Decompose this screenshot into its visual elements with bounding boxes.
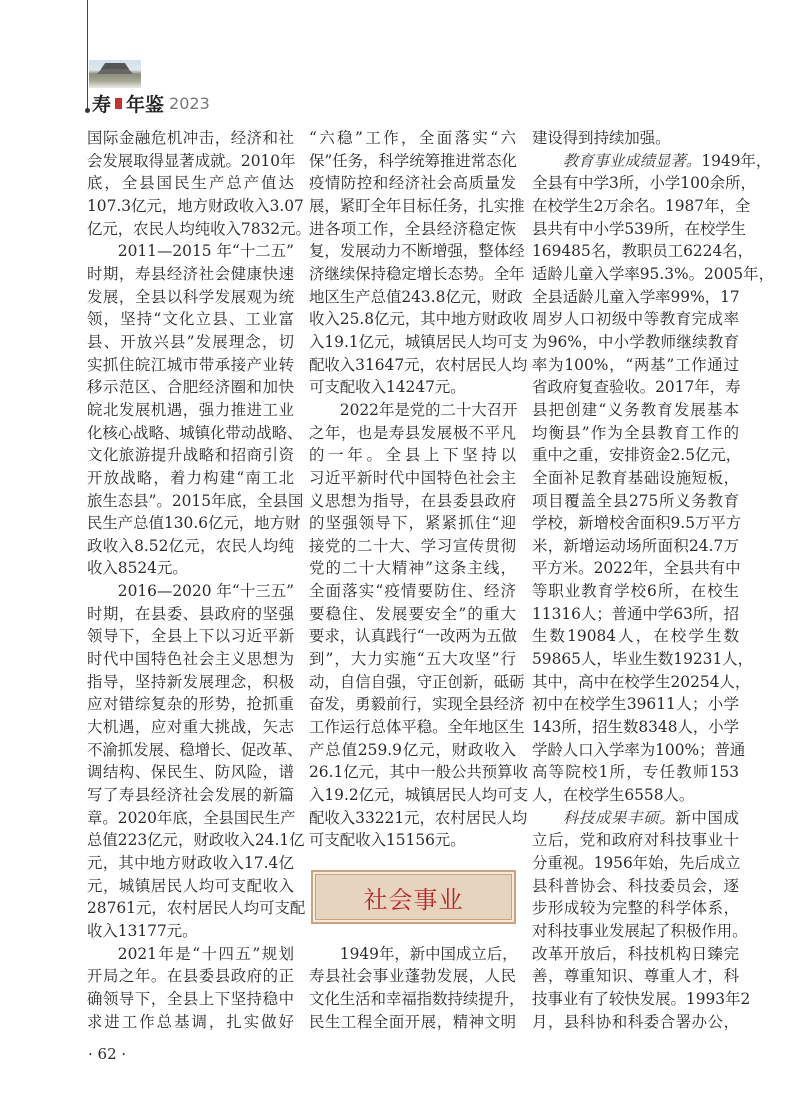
text-line: 全县有中学3所，小学100余所， (532, 174, 756, 193)
text-line: 收入25.8亿元，其中地方财政收 (309, 310, 528, 329)
text-line: 28761元，农村居民人均可支配 (87, 899, 306, 918)
brand-year: 2023 (169, 94, 210, 113)
text-line: 善，尊重知识、尊重人才，科 (532, 967, 739, 986)
text-line: 指导，坚持新发展理念，积极 (87, 672, 294, 691)
text-line: 立后，党和政府对科技事业十 (532, 831, 739, 850)
text-line: 文化生活和幸福指数持续提升， (309, 990, 525, 1008)
text-line: 学校，新增校舍面积9.5万平方 (532, 514, 742, 533)
text-line: 领，坚持“文化立县、工业富 (87, 310, 294, 329)
text-line: 169485名，教职员工6224名， (532, 242, 754, 261)
text-line: 时期，寿县经济社会健康快速 (87, 264, 294, 283)
text-line: 其中，高中在校学生20254人， (532, 672, 751, 691)
text-line: 配收入33221元，农村居民人均 (309, 808, 528, 827)
text-line: 济继续保持稳定增长态势。全年 (309, 264, 525, 283)
text-line: 工作运行总体平稳。全年地区生 (309, 718, 525, 737)
paragraph (532, 807, 751, 1034)
text-line: 调结构、保民生、防风险，谱 (87, 763, 294, 782)
section-title: 社会事业 (363, 885, 464, 914)
brand-suffix: 年鉴 (126, 94, 165, 116)
text-line: 动，自信自强，守正创新，砥砺 (309, 672, 525, 691)
text-line: 米，新增运动场所面积24.7万 (532, 536, 739, 555)
text-line: 的坚强领导下，紧紧抓住“迎 (309, 514, 516, 533)
text-line: 国际金融危机冲击，经济和社 (87, 129, 294, 147)
text-line: 县共有中小学539所，在校学生 (532, 219, 747, 238)
text-line: 会发展取得显著成就。2010年 (87, 151, 296, 170)
text-line: 月，县科协和科委合署办公， (532, 1012, 739, 1031)
text-line: 不渝抓发展、稳增长、促改革、 (87, 740, 303, 759)
paragraph (87, 240, 304, 580)
text-line: 11316人；普通中学63所，招 (532, 604, 740, 623)
red-seal-icon (115, 98, 122, 109)
text-line: 周岁人口初级中等教育完成率 (532, 310, 739, 329)
text-line: 亿元，农民人均纯收入7832元。 (87, 219, 311, 238)
column-1 (87, 127, 311, 1033)
text-line: 全面补足教育基础设施短板， (532, 468, 739, 487)
text-line: 奋发，勇毅前行，实现全县经济 (309, 695, 525, 714)
paragraph (309, 399, 528, 852)
text-line: 步形成较为完整的科学体系， (532, 899, 739, 918)
text-line: 元，城镇居民人均可支配收入 (87, 876, 294, 895)
paragraph (87, 127, 311, 240)
text-line: 大机遇，应对重大挑战，矢志 (87, 718, 294, 737)
text-line: 高等院校1所，专任教师153 (532, 763, 739, 782)
text-line: 疫情防控和经济社会高质量发 (309, 174, 516, 193)
paragraph (532, 150, 774, 807)
column-2 (309, 127, 528, 1033)
text-line: 项目覆盖全县275所义务教育 (532, 491, 739, 510)
line-text: 新中国成 (675, 808, 739, 827)
text-line: 应对错综复杂的形势，抢抓重 (87, 695, 294, 714)
text-line: 对科技事业发展起了积极作用。 (532, 921, 748, 940)
text-line: 总值223亿元，财政收入24.1亿 (87, 831, 305, 850)
text-line: 时期，在县委、县政府的坚强 (87, 604, 294, 623)
text-line: 复，发展动力不断增强，整体经 (309, 242, 525, 261)
text-line: 确领导下，全县上下坚持稳中 (87, 989, 294, 1008)
line-text: 1949年， (701, 151, 772, 170)
text-line: 人，在校学生6558人。 (532, 786, 695, 805)
paragraph (309, 943, 525, 1034)
text-line: 义思想为指导，在县委县政府 (309, 491, 516, 510)
text-line: 1949年，新中国成立后， (339, 944, 518, 963)
header-city-gate-image (89, 60, 141, 88)
text-line: 开局之年。在县委县政府的正 (87, 967, 294, 986)
yearbook-brand (92, 90, 210, 117)
text-line: 进各项工作，全县经济稳定恢 (309, 219, 516, 238)
text-line: 习近平新时代中国特色社会主 (309, 468, 516, 487)
text-line: 县把创建“义务教育发展基本 (532, 400, 739, 419)
paragraph-lead: 教育事业成绩显著。 (562, 151, 702, 170)
text-line: 全县适龄儿童入学率99%，17 (532, 287, 740, 306)
text-line: 县、开放兴县”发展理念，切 (87, 332, 294, 351)
text-line: 时代中国特色社会主义思想为 (87, 650, 294, 669)
text-line: 入19.1亿元，城镇居民人均可支 (309, 332, 528, 351)
text-line: 展，紧盯全年目标任务，扎实推 (309, 196, 525, 215)
text-line: 旅生态县”。2015年底，全县国 (87, 491, 304, 510)
text-line: “六稳”工作，全面落实“六 (309, 129, 516, 147)
text-line: 平方米。2022年，全县共有中 (532, 559, 741, 578)
text-line: 开放战略，着力构建“南工北 (87, 468, 294, 487)
text-line: 保”任务，科学统筹推进常态化 (309, 151, 517, 170)
header-rule (87, 0, 88, 110)
text-line: 技事业有了较快发展。1993年2 (532, 989, 751, 1008)
text-line: 民生工程全面开展，精神文明 (309, 1012, 516, 1031)
brand-name: 寿 (92, 94, 112, 116)
text-line: 可支配收入14247元。 (309, 378, 466, 397)
text-line: 章。2020年底，全县国民生产 (87, 808, 296, 827)
page-number: · 62 · (88, 1045, 127, 1063)
paragraph-lead: 科技成果丰硕。 (562, 808, 676, 827)
text-line: 民生产总值130.6亿元，地方财 (87, 514, 301, 533)
text-line: 2011—2015 年“十二五” (117, 242, 294, 261)
text-line: 可支配收入15156元。 (309, 831, 466, 850)
text-line: 写了寿县经济社会发展的新篇 (87, 786, 294, 805)
text-line: 收入13177元。 (87, 921, 198, 940)
text-line: 要求，认真践行“一改两为五做 (309, 627, 517, 646)
text-line: 59865人，毕业生数19231人， (532, 650, 754, 669)
text-line: 寿县社会事业蓬勃发展，人民 (309, 967, 516, 986)
text-line: 学龄人口入学率为100%；普通 (532, 740, 746, 759)
text-line: 入19.2亿元，城镇居民人均可支 (309, 786, 528, 805)
paragraph (532, 127, 739, 150)
paragraph (309, 127, 528, 399)
text-line: 产总值259.9亿元，财政收入 (309, 740, 516, 759)
text-line: 分重视。1956年始，先后成立 (532, 854, 741, 872)
text-line: 适龄儿童入学率95.3%。2005年， (532, 264, 774, 283)
text-line: 地区生产总值243.8亿元，财政 (309, 287, 523, 306)
text-line: 化核心战略、城镇化带动战略、 (87, 423, 303, 442)
paragraph (87, 943, 294, 1034)
text-line: 26.1亿元，其中一般公共预算收 (309, 763, 528, 782)
text-line: 省政府复查验收。2017年，寿 (532, 378, 741, 397)
text-line: 党的二十大精神”这条主线， (309, 559, 516, 578)
text-line: 143所，招生数8348人，小学 (532, 718, 740, 737)
text-line: 改革开放后，科技机构日臻完 (532, 944, 739, 963)
column-3 (532, 127, 774, 1033)
text-line: 之年，也是寿县发展极不平凡 (309, 423, 516, 442)
text-line: 2021年是“十四五”规划 (117, 944, 294, 963)
text-line: 2022年是党的二十大召开 (339, 400, 518, 419)
text-line: 建设得到持续加强。 (532, 129, 671, 147)
text-line: 全面落实“疫情要防住、经济 (309, 582, 516, 601)
text-line: 皖北发展机遇，强力推进工业 (87, 400, 294, 419)
text-line: 配收入31647元，农村居民人均 (309, 355, 528, 374)
paragraph (87, 580, 306, 943)
text-line: 均衡县”作为全县教育工作的 (532, 423, 739, 442)
text-line (532, 150, 772, 173)
text-line: 县科普协会、科技委员会，逐 (532, 876, 739, 895)
text-line: 文化旅游提升战略和招商引资 (87, 446, 294, 465)
text-line: 到”，大力实施“五大攻坚”行 (309, 650, 516, 669)
text-line: 发展，全县以科学发展观为统 (87, 287, 294, 306)
text-line: 初中在校学生39611人；小学 (532, 695, 739, 714)
section-heading-frame (311, 870, 516, 924)
text-line: 接党的二十大、学习宣传贯彻 (309, 536, 516, 555)
text-line: 要稳住、发展要安全”的重大 (309, 604, 516, 623)
text-line: 107.3亿元，地方财政收入3.07 (87, 196, 304, 215)
text-line (532, 807, 739, 830)
text-line: 领导下，全县上下以习近平新 (87, 627, 294, 646)
text-line: 2016—2020 年“十三五” (117, 582, 294, 601)
text-line: 求进工作总基调，扎实做好 (87, 1012, 294, 1031)
text-line: 移示范区、合肥经济圈和加快 (87, 378, 294, 397)
text-line: 政收入8.52亿元，农民人均纯 (87, 536, 294, 555)
text-line: 实抓住皖江城市带承接产业转 (87, 355, 294, 374)
text-line: 在校学生2万余名。1987年，全 (532, 196, 751, 215)
text-line: 底，全县国民生产总产值达 (87, 174, 294, 193)
text-line: 重中之重，安排资金2.5亿元， (532, 446, 742, 465)
text-line: 生数19084人，在校学生数 (532, 627, 739, 646)
text-line: 的一年。全县上下坚持以 (309, 446, 516, 465)
text-line: 收入8524元。 (87, 559, 188, 578)
text-line: 率为100%，“两基”工作通过 (532, 355, 739, 374)
section-heading-box (309, 852, 516, 943)
header-rule-dot (85, 108, 90, 113)
text-line: 为96%，中小学教师继续教育 (532, 332, 739, 351)
text-line: 等职业教育学校6所，在校生 (532, 582, 739, 601)
text-line: 元，其中地方财政收入17.4亿 (87, 854, 294, 872)
